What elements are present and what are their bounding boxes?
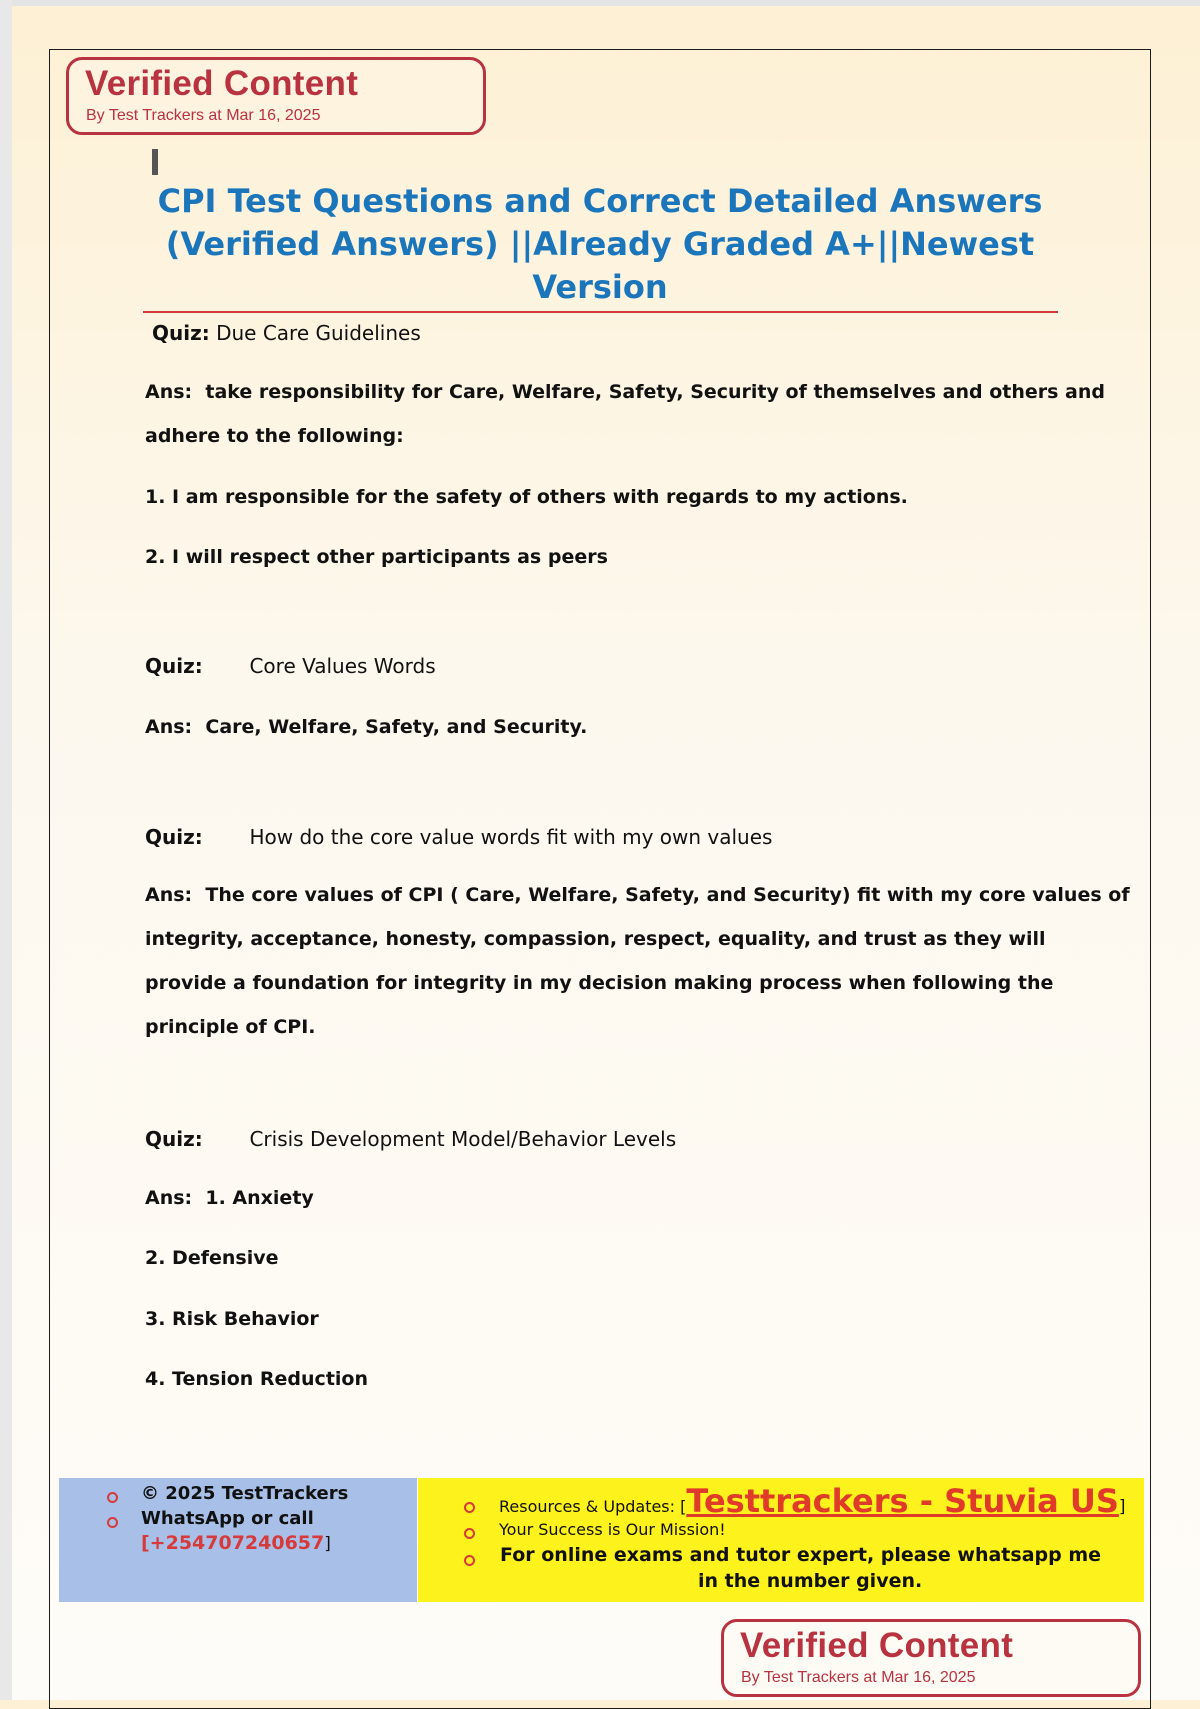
bullet-icon: [464, 1555, 475, 1566]
quiz-4-item-3: 3. Risk Behavior: [145, 1308, 319, 1330]
ans-label: Ans:: [145, 1187, 193, 1209]
quiz-3-answer-line-1: [145, 884, 1130, 906]
quiz-3-answer-line-2: integrity, acceptance, honesty, compassion, respect, equality, and trust as they will: [145, 928, 1046, 950]
quiz-1-answer-line-1: [145, 381, 1105, 403]
ans-label: Ans:: [145, 884, 193, 906]
quiz-1-answer-line-2: adhere to the following:: [145, 425, 404, 447]
verified-stamp-bottom: [721, 1619, 1141, 1697]
ans-label: Ans:: [145, 381, 193, 403]
answer-text: 1. Anxiety: [205, 1187, 314, 1209]
answer-text: Care, Welfare, Safety, and Security.: [205, 716, 588, 738]
resources-bracket: ]: [1118, 1497, 1126, 1517]
title-line-2: (Verified Answers) ||Already Graded A+||Newest: [165, 225, 1035, 263]
quiz-2-question: [145, 654, 436, 678]
footer-whatsapp-label: WhatsApp or call: [141, 1508, 314, 1529]
bullet-icon: [107, 1517, 118, 1528]
stuvia-link[interactable]: Testtrackers - Stuvia US: [686, 1482, 1119, 1520]
quiz-question-text: Due Care Guidelines: [216, 321, 421, 345]
footer-resources: [499, 1482, 1126, 1520]
quiz-4-item-2: 2. Defensive: [145, 1247, 279, 1269]
footer-phone: [141, 1532, 331, 1554]
ans-label: Ans:: [145, 716, 193, 738]
page-top-edge: [0, 0, 1200, 6]
quiz-3-question: [145, 825, 772, 849]
quiz-4-item-4: 4. Tension Reduction: [145, 1368, 368, 1390]
quiz-label: Quiz:: [145, 825, 203, 849]
bullet-icon: [464, 1528, 475, 1539]
bullet-icon: [107, 1492, 118, 1503]
footer-contact-panel: [59, 1478, 417, 1602]
quiz-2-answer: [145, 716, 587, 738]
stamp-title: Verified Content: [85, 64, 359, 103]
phone-bracket: ]: [324, 1534, 331, 1554]
document-title: [140, 180, 1060, 309]
bullet-icon: [464, 1502, 475, 1513]
quiz-question-text: Core Values Words: [249, 654, 436, 678]
quiz-1-item-2: 2. I will respect other participants as peers: [145, 546, 608, 568]
page-left-edge: [0, 0, 12, 1700]
quiz-1-item-1: 1. I am responsible for the safety of others with regards to my actions.: [145, 486, 908, 508]
footer-cta-line-2: in the number given.: [698, 1570, 923, 1592]
phone-number: [+254707240657: [141, 1532, 325, 1554]
quiz-4-question: [145, 1127, 676, 1151]
resources-label: Resources & Updates: [: [499, 1497, 687, 1516]
quiz-3-answer-line-4: principle of CPI.: [145, 1016, 316, 1038]
footer-resources-panel: [418, 1478, 1144, 1602]
stamp-title: Verified Content: [740, 1626, 1014, 1665]
quiz-question-text: How do the core value words fit with my own values: [249, 825, 773, 849]
quiz-label: Quiz:: [152, 321, 210, 345]
stamp-subtitle: By Test Trackers at Mar 16, 2025: [86, 107, 321, 124]
quiz-3-answer-line-3: provide a foundation for integrity in my decision making process when following the: [145, 972, 1054, 994]
quiz-question-text: Crisis Development Model/Behavior Levels: [249, 1127, 677, 1151]
footer-mission: Your Success is Our Mission!: [499, 1520, 726, 1539]
answer-text: The core values of CPI ( Care, Welfare, Safety, and Security) fit with my core values of: [205, 884, 1130, 906]
verified-stamp-top: [66, 57, 486, 135]
quiz-1-question: [152, 321, 421, 345]
quiz-4-answer: [145, 1187, 314, 1209]
stamp-subtitle: By Test Trackers at Mar 16, 2025: [741, 1669, 976, 1686]
title-divider: [143, 311, 1058, 313]
footer-cta-line-1: For online exams and tutor expert, please whatsapp me: [500, 1544, 1102, 1566]
answer-text: take responsibility for Care, Welfare, Safety, Security of themselves and others and: [205, 381, 1105, 403]
quiz-label: Quiz:: [145, 654, 203, 678]
title-line-3: Version: [532, 268, 668, 306]
title-line-1: CPI Test Questions and Correct Detailed Answers: [157, 182, 1043, 220]
footer-copyright: © 2025 TestTrackers: [141, 1483, 349, 1504]
text-cursor: [152, 149, 158, 175]
quiz-label: Quiz:: [145, 1127, 203, 1151]
